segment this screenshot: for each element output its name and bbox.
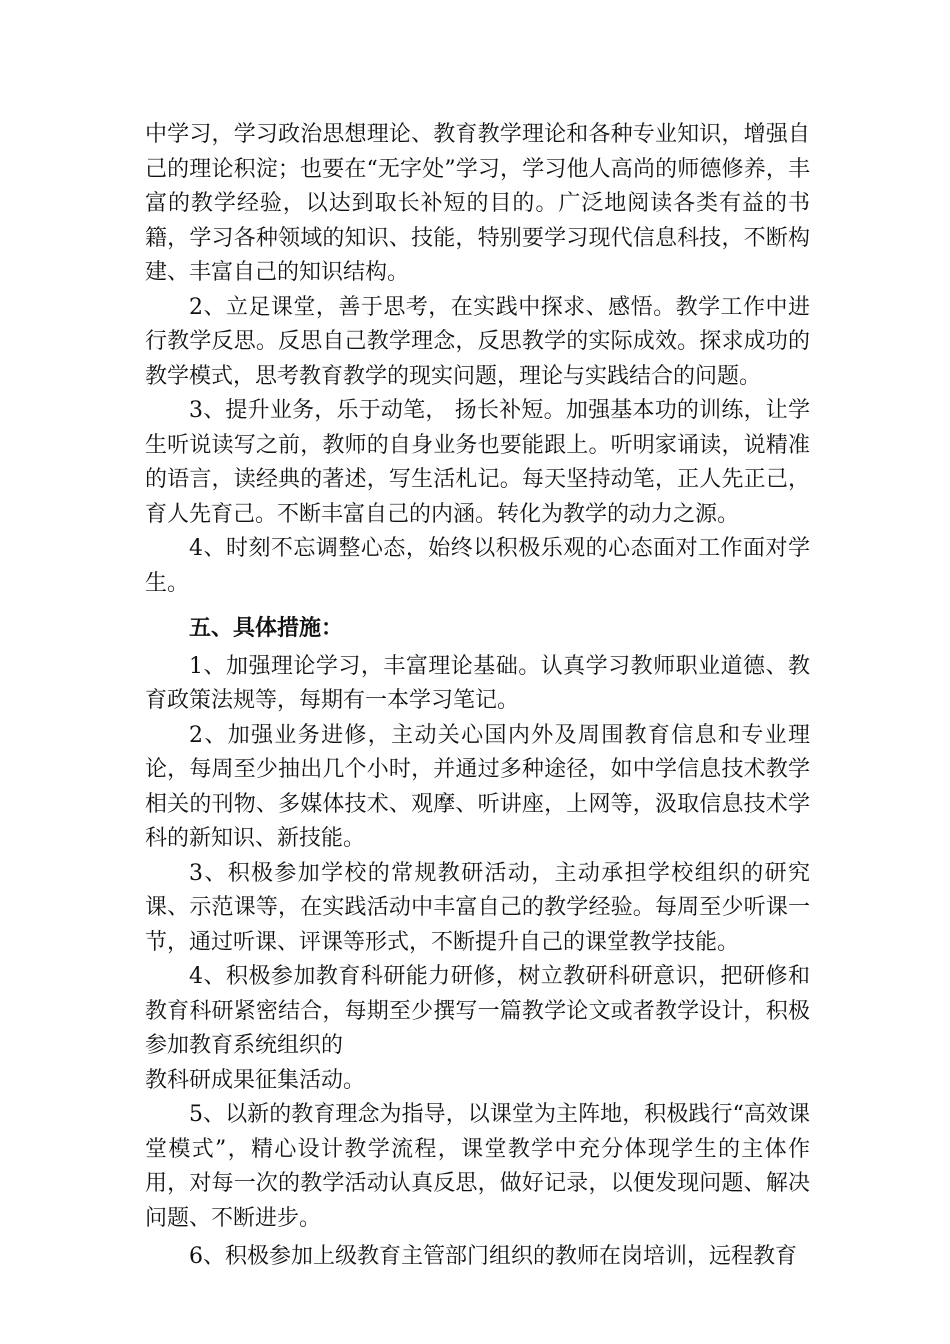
paragraph-item-2: 2、立足课堂，善于思考，在实践中探求、感悟。教学工作中进行教学反思。反思自己教学理念，反思教学的实际成效。探求成功的教学模式，思考教育教学的现实问题，理论与实践结合的问题。 bbox=[145, 294, 810, 389]
paragraph-study-continuation: 中学习，学习政治思想理论、教育教学理论和各种专业知识，增强自己的理论积淀；也要在“无字处”学习，学习他人高尚的师德修养，丰富的教学经验，以达到取长补短的目的。广泛地阅读各类有益的书籍，学习各种领域的知识、技能，特别要学习现代信息科技，不断构建、丰富自己的知识结构。 bbox=[145, 122, 810, 285]
measure-item-5: 5、以新的教育理念为指导，以课堂为主阵地，积极践行“高效课堂模式”，精心设计教学流程，课堂教学中充分体现学生的主体作用，对每一次的教学活动认真反思，做好记录，以便发现问题、解决问题、不断进步。 bbox=[145, 1102, 810, 1231]
measure-item-6: 6、积极参加上级教育主管部门组织的教师在岗培训，远程教育 bbox=[189, 1244, 797, 1269]
measure-item-1: 1、加强理论学习，丰富理论基础。认真学习教师职业道德、教育政策法规等，每期有一本学习笔记。 bbox=[145, 653, 810, 713]
measure-item-4: 4、积极参加教育科研能力研修，树立教研科研意识，把研修和教育科研紧密结合，每期至少撰写一篇教学论文或者教学设计，积极参加教育系统组织的 bbox=[145, 964, 810, 1058]
document-body bbox=[145, 118, 810, 1275]
measure-item-3: 3、积极参加学校的常规教研活动，主动承担学校组织的研究课、示范课等，在实践活动中丰富自己的教学经验。每周至少听课一节，通过听课、评课等形式，不断提升自己的课堂教学技能。 bbox=[145, 860, 810, 955]
paragraph-item-4: 4、时刻不忘调整心态，始终以积极乐观的心态面对工作面对学生。 bbox=[145, 536, 810, 596]
section-heading: 五、具体措施： bbox=[189, 615, 344, 641]
paragraph-item-3: 3、提升业务，乐于动笔， 扬长补短。加强基本功的训练，让学生听说读写之前，教师的自身业务也要能跟上。听明家诵读，说精准的语言，读经典的著述，写生活札记。每天坚持动笔，正人先正己，育人先育己。不断丰富自己的内涵。转化为教学的动力之源。 bbox=[145, 398, 810, 527]
measure-item-4-continuation: 教科研成果征集活动。 bbox=[145, 1067, 366, 1093]
measure-item-2: 2、加强业务进修，主动关心国内外及周围教育信息和专业理论，每周至少抽出几个小时，并通过多种途径，如中学信息技术教学相关的刊物、多媒体技术、观摩、听讲座，上网等，汲取信息技术学科的新知识、新技能。 bbox=[145, 722, 810, 851]
